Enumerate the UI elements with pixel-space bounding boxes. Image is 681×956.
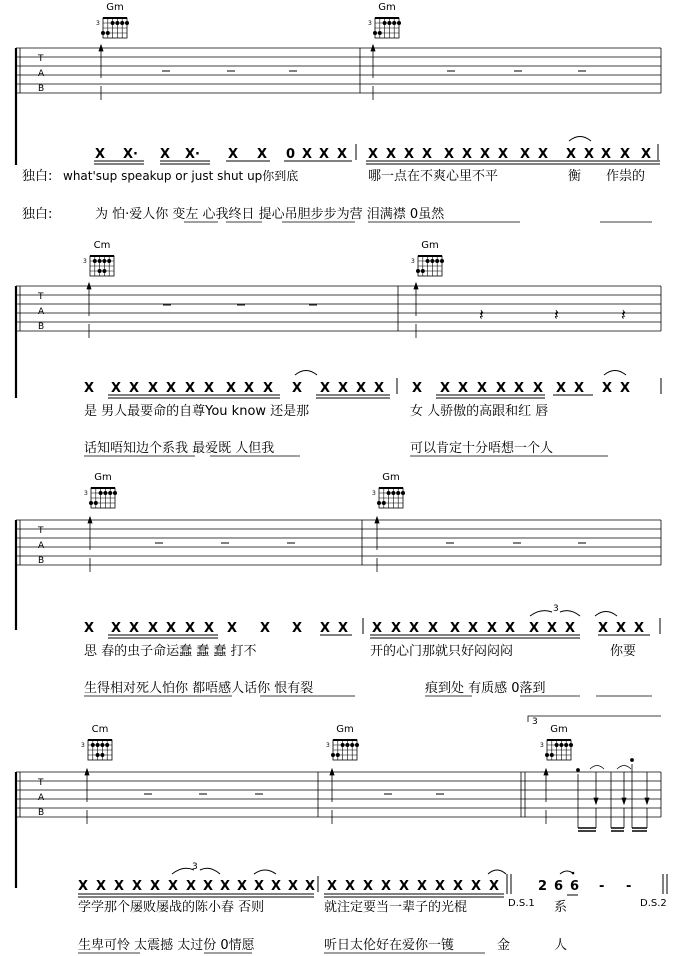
chord-name: Gm <box>382 472 400 483</box>
svg-text:X: X <box>185 381 196 396</box>
svg-text:X: X <box>453 879 464 894</box>
svg-text:X: X <box>399 879 410 894</box>
svg-text:A: A <box>38 307 45 317</box>
svg-text:X: X <box>368 147 379 162</box>
svg-text:X: X <box>204 621 215 636</box>
chord-name: Cm <box>93 240 111 251</box>
chord-name: Gm <box>336 724 354 735</box>
lyric-line: 作祟的 <box>606 169 646 184</box>
svg-text:X: X <box>305 879 316 894</box>
svg-text:T: T <box>38 292 44 302</box>
svg-text:X: X <box>185 621 196 636</box>
lyric-label: 独白: <box>22 207 53 222</box>
svg-text:X: X <box>356 381 367 396</box>
svg-text:X: X <box>148 381 159 396</box>
lyric-line: 衡 <box>568 169 582 184</box>
svg-text:X: X <box>338 381 349 396</box>
strum-mark <box>87 283 418 338</box>
svg-text:X: X <box>440 381 451 396</box>
tab-staff <box>16 520 661 630</box>
lyric-line: 就注定要当一辈子的光棍 <box>324 900 468 915</box>
chord-diagram <box>83 240 114 276</box>
svg-text:X: X <box>584 147 595 162</box>
svg-text:X: X <box>620 381 631 396</box>
lyric-line: 可以肯定十分唔想一个人 <box>410 441 554 456</box>
svg-text:X: X <box>260 621 271 636</box>
tuplet-number: 3 <box>192 862 198 872</box>
svg-text:X: X <box>435 879 446 894</box>
svg-text:X: X <box>363 879 374 894</box>
svg-text:X: X <box>471 879 482 894</box>
svg-text:X: X <box>496 381 507 396</box>
lyric-line: 听日太伦好在爱你一镬 <box>324 938 455 953</box>
chord-name: Cm <box>91 724 109 735</box>
svg-text:X: X <box>598 621 609 636</box>
strum-mark <box>88 517 379 572</box>
svg-text:X: X <box>489 879 500 894</box>
svg-text:X: X <box>372 621 383 636</box>
svg-text:X: X <box>166 621 177 636</box>
strum-mark <box>99 45 375 100</box>
svg-text:X: X <box>204 381 215 396</box>
chord-diagram <box>372 472 405 508</box>
svg-text:6: 6 <box>570 879 580 894</box>
svg-text:-: - <box>626 879 632 894</box>
svg-text:X: X <box>386 147 397 162</box>
svg-text:B: B <box>38 84 45 94</box>
svg-text:X: X <box>186 879 197 894</box>
svg-text:X: X <box>404 147 415 162</box>
svg-text:X: X <box>320 381 331 396</box>
svg-text:X: X <box>538 147 549 162</box>
svg-text:X: X <box>566 147 577 162</box>
svg-text:X: X <box>320 621 331 636</box>
chord-diagram <box>326 724 359 760</box>
svg-text:X: X <box>263 381 274 396</box>
svg-text:X: X <box>78 879 89 894</box>
svg-text:X·: X· <box>123 147 138 162</box>
svg-text:X: X <box>477 381 488 396</box>
lyric-line: what'sup speakup or just shut up你到底 <box>63 169 299 183</box>
svg-text:X: X <box>409 621 420 636</box>
svg-text:X: X <box>114 879 125 894</box>
svg-text:X: X <box>345 879 356 894</box>
svg-text:X: X <box>468 621 479 636</box>
svg-text:A: A <box>38 69 45 79</box>
rest-marks <box>479 305 626 324</box>
svg-text:X: X <box>450 621 461 636</box>
lyric-line: 话知唔知边个系我 最爱既 人但我 <box>84 441 275 456</box>
svg-text:A: A <box>38 541 45 551</box>
lyric-line: 思 春的虫子命运蠢 蠢 蠢 打不 <box>84 644 257 659</box>
svg-text:X: X <box>602 381 613 396</box>
chord-fret: 3 <box>411 258 415 265</box>
svg-text:X: X <box>166 381 177 396</box>
lyric-line: 痕到处 有质感 0落到 <box>425 681 546 696</box>
svg-text:X: X <box>565 621 576 636</box>
volta-bracket <box>528 716 661 722</box>
svg-text:X: X <box>428 621 439 636</box>
svg-text:X: X <box>302 147 313 162</box>
svg-text:B: B <box>38 808 45 818</box>
svg-text:X: X <box>220 879 231 894</box>
chord-fret: 3 <box>368 20 372 27</box>
svg-text:X: X <box>203 879 214 894</box>
chord-diagram <box>411 240 444 276</box>
tuplet-number: 3 <box>553 604 559 614</box>
strum-mark <box>85 769 548 824</box>
svg-text:𝄽: 𝄽 <box>621 305 626 324</box>
svg-text:X: X <box>148 621 159 636</box>
svg-text:X: X <box>228 147 239 162</box>
svg-text:X: X <box>487 621 498 636</box>
svg-text:X: X <box>574 381 585 396</box>
chord-name: Gm <box>378 2 396 13</box>
svg-text:X: X <box>422 147 433 162</box>
lyric-line: 你要 <box>610 644 637 659</box>
svg-text:B: B <box>38 556 45 566</box>
svg-text:X: X <box>498 147 509 162</box>
svg-text:X·: X· <box>185 147 200 162</box>
chord-name: Gm <box>421 240 439 251</box>
svg-text:X: X <box>132 879 143 894</box>
svg-text:X: X <box>84 621 95 636</box>
lyric-line: 哪一点在不爽心里不平 <box>368 169 499 184</box>
svg-text:X: X <box>480 147 491 162</box>
chord-diagram <box>540 724 573 760</box>
svg-text:B: B <box>38 322 45 332</box>
lyric-line: 生得相对死人怕你 都唔感人话你 恨有裂 <box>84 681 314 696</box>
lyric-line: 女 人骄傲的高跟和红 唇 <box>410 404 549 419</box>
svg-text:X: X <box>634 621 645 636</box>
svg-text:X: X <box>168 879 179 894</box>
svg-text:X: X <box>257 147 268 162</box>
svg-text:X: X <box>381 879 392 894</box>
rhythm-row <box>95 147 651 162</box>
svg-text:X: X <box>254 879 265 894</box>
chord-fret: 3 <box>84 490 88 497</box>
svg-text:X: X <box>616 621 627 636</box>
svg-text:X: X <box>391 621 402 636</box>
svg-text:X: X <box>620 147 631 162</box>
ds-marker: D.S.2 <box>640 898 667 909</box>
svg-text:X: X <box>327 879 338 894</box>
svg-text:2: 2 <box>538 879 548 894</box>
svg-text:X: X <box>547 621 558 636</box>
chord-diagram <box>368 2 401 38</box>
svg-text:X: X <box>462 147 473 162</box>
svg-text:X: X <box>227 621 238 636</box>
system-4 <box>0 712 681 956</box>
system-2 <box>0 238 681 468</box>
svg-text:X: X <box>601 147 612 162</box>
rhythm-row <box>84 621 644 636</box>
svg-text:T: T <box>38 54 44 64</box>
rhythm-row <box>84 381 630 396</box>
svg-text:X: X <box>84 381 95 396</box>
svg-text:X: X <box>111 381 122 396</box>
tab-staff <box>16 772 661 888</box>
chord-fret: 3 <box>372 490 376 497</box>
svg-text:X: X <box>95 147 106 162</box>
svg-text:X: X <box>129 621 140 636</box>
volta-number: 3 <box>532 717 538 727</box>
svg-text:X: X <box>271 879 282 894</box>
chord-name: Gm <box>106 2 124 13</box>
svg-text:X: X <box>533 381 544 396</box>
chord-fret: 3 <box>326 742 330 749</box>
svg-text:X: X <box>338 621 349 636</box>
svg-text:𝄽: 𝄽 <box>554 305 559 324</box>
svg-text:X: X <box>556 381 567 396</box>
svg-text:X: X <box>520 147 531 162</box>
lyric-line: 是 男人最要命的自尊You know 还是那 <box>84 404 310 419</box>
number-notation <box>538 879 631 894</box>
svg-text:X: X <box>288 879 299 894</box>
lyric-line: 系 <box>554 900 568 915</box>
chord-diagram <box>96 2 129 38</box>
svg-text:-: - <box>599 879 605 894</box>
svg-text:X: X <box>111 621 122 636</box>
svg-text:X: X <box>96 879 107 894</box>
chord-fret: 3 <box>83 258 87 265</box>
svg-text:A: A <box>38 793 45 803</box>
svg-text:X: X <box>417 879 428 894</box>
svg-text:X: X <box>226 381 237 396</box>
rhythm-row <box>78 879 499 894</box>
lyric-line: 金 <box>497 938 511 953</box>
svg-text:X: X <box>160 147 171 162</box>
lyric-line: 学学那个屡败屡战的陈小春 否则 <box>78 900 265 915</box>
chord-name: Gm <box>550 724 568 735</box>
svg-text:X: X <box>412 381 423 396</box>
svg-text:X: X <box>374 381 385 396</box>
svg-text:X: X <box>458 381 469 396</box>
system-3 <box>0 470 681 700</box>
svg-text:X: X <box>129 381 140 396</box>
svg-text:X: X <box>337 147 348 162</box>
svg-text:T: T <box>38 526 44 536</box>
lyric-label: 独白: <box>22 169 53 184</box>
svg-text:X: X <box>292 381 303 396</box>
svg-text:6: 6 <box>554 879 564 894</box>
lyric-line: 为 怕·爱人你 变左 心我终日 提心吊胆步步为营 泪满襟 0虽然 <box>95 207 445 222</box>
chord-diagram <box>84 472 117 508</box>
lyric-line: 生卑可怜 太震撼 太过份 0情愿 <box>78 938 255 953</box>
svg-text:T: T <box>38 778 44 788</box>
chord-diagram <box>81 724 112 760</box>
svg-text:X: X <box>150 879 161 894</box>
svg-text:X: X <box>505 621 516 636</box>
svg-text:X: X <box>529 621 540 636</box>
chord-fret: 3 <box>96 20 100 27</box>
svg-text:X: X <box>319 147 330 162</box>
lyric-line: 人 <box>554 938 568 953</box>
chord-fret: 3 <box>81 742 85 749</box>
svg-text:X: X <box>237 879 248 894</box>
lyric-line: 开的心门那就只好闷闷闷 <box>370 644 514 659</box>
strum-down <box>577 759 650 832</box>
svg-text:X: X <box>514 381 525 396</box>
svg-text:X: X <box>292 621 303 636</box>
svg-text:X: X <box>244 381 255 396</box>
svg-text:X: X <box>444 147 455 162</box>
system-1 <box>0 0 681 240</box>
svg-text:𝄽: 𝄽 <box>479 305 484 324</box>
chord-fret: 3 <box>540 742 544 749</box>
svg-text:0: 0 <box>286 147 296 162</box>
ds-marker: D.S.1 <box>508 898 535 909</box>
chord-name: Gm <box>94 472 112 483</box>
svg-text:X: X <box>641 147 652 162</box>
